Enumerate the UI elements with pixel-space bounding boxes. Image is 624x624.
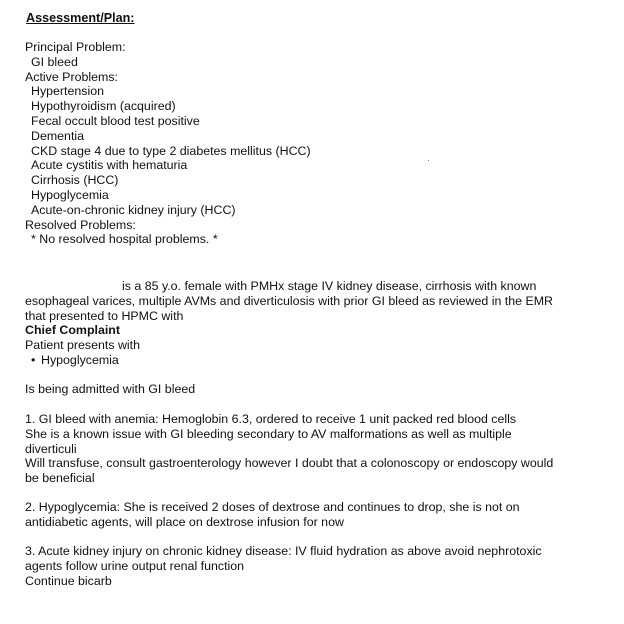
plan-item-2 bbox=[25, 500, 600, 530]
active-problem: Fecal occult blood test positive bbox=[31, 113, 200, 128]
plan-line: Will transfuse, consult gastroenterology however I doubt that a colonoscopy or endoscopy would bbox=[25, 456, 554, 471]
admission-statement bbox=[25, 382, 600, 397]
problem-list bbox=[25, 40, 585, 247]
principal-problem-label: Principal Problem: bbox=[25, 40, 126, 54]
plan-item-1 bbox=[25, 412, 600, 486]
resolved-problems-text: * No resolved hospital problems. * bbox=[31, 232, 218, 247]
narrative-line: is a 85 y.o. female with PMHx stage IV kidney disease, cirrhosis with known bbox=[122, 279, 537, 293]
principal-problem: GI bleed bbox=[31, 54, 78, 69]
narrative-line: that presented to HPMC with bbox=[25, 308, 184, 323]
plan-line: be beneficial bbox=[25, 471, 95, 486]
active-problem: Cirrhosis (HCC) bbox=[31, 173, 119, 188]
plan-line: She is a known issue with GI bleeding secondary to AV malformations as well as multiple bbox=[25, 426, 512, 441]
plan-item-3 bbox=[25, 544, 600, 588]
complaint-bullet-item bbox=[25, 353, 595, 368]
active-problem: Acute cystitis with hematuria bbox=[31, 158, 188, 173]
narrative-line: esophageal varices, multiple AVMs and diverticulosis with prior GI bleed as reviewed in the EMR bbox=[25, 293, 553, 308]
plan-line: 1. GI bleed with anemia: Hemoglobin 6.3, ordered to receive 1 unit packed red blood cells bbox=[25, 412, 517, 426]
resolved-problems-label: Resolved Problems: bbox=[25, 217, 136, 232]
active-problem: Hypertension bbox=[31, 84, 105, 99]
assessment-plan-heading: Assessment/Plan: bbox=[26, 11, 135, 25]
scan-speck bbox=[428, 160, 429, 161]
plan-line: antidiabetic agents, will place on dextrose infusion for now bbox=[25, 514, 344, 529]
active-problem: Acute-on-chronic kidney injury (HCC) bbox=[31, 202, 236, 217]
plan-line: diverticuli bbox=[25, 441, 77, 456]
active-problem: Dementia bbox=[31, 128, 85, 143]
bullet-icon: • bbox=[31, 352, 36, 367]
plan-line: 2. Hypoglycemia: She is received 2 doses of dextrose and continues to drop, she is not on bbox=[25, 500, 520, 514]
active-problems-label: Active Problems: bbox=[25, 69, 118, 84]
complaint-bullet-text: Hypoglycemia bbox=[41, 352, 119, 367]
plan-line: agents follow urine output renal function bbox=[25, 558, 245, 573]
plan-line: 3. Acute kidney injury on chronic kidney disease: IV fluid hydration as above avoid nephrotoxic bbox=[25, 544, 542, 558]
plan-line: Continue bicarb bbox=[25, 573, 112, 588]
admitted-text: Is being admitted with GI bleed bbox=[25, 382, 196, 396]
patient-presents-text: Patient presents with bbox=[25, 338, 141, 353]
active-problem: Hypoglycemia bbox=[31, 187, 109, 202]
active-problem: Hypothyroidism (acquired) bbox=[31, 99, 176, 114]
history-narrative bbox=[25, 279, 595, 368]
chief-complaint-label: Chief Complaint bbox=[25, 323, 120, 338]
active-problem: CKD stage 4 due to type 2 diabetes mellitus (HCC) bbox=[31, 143, 311, 158]
